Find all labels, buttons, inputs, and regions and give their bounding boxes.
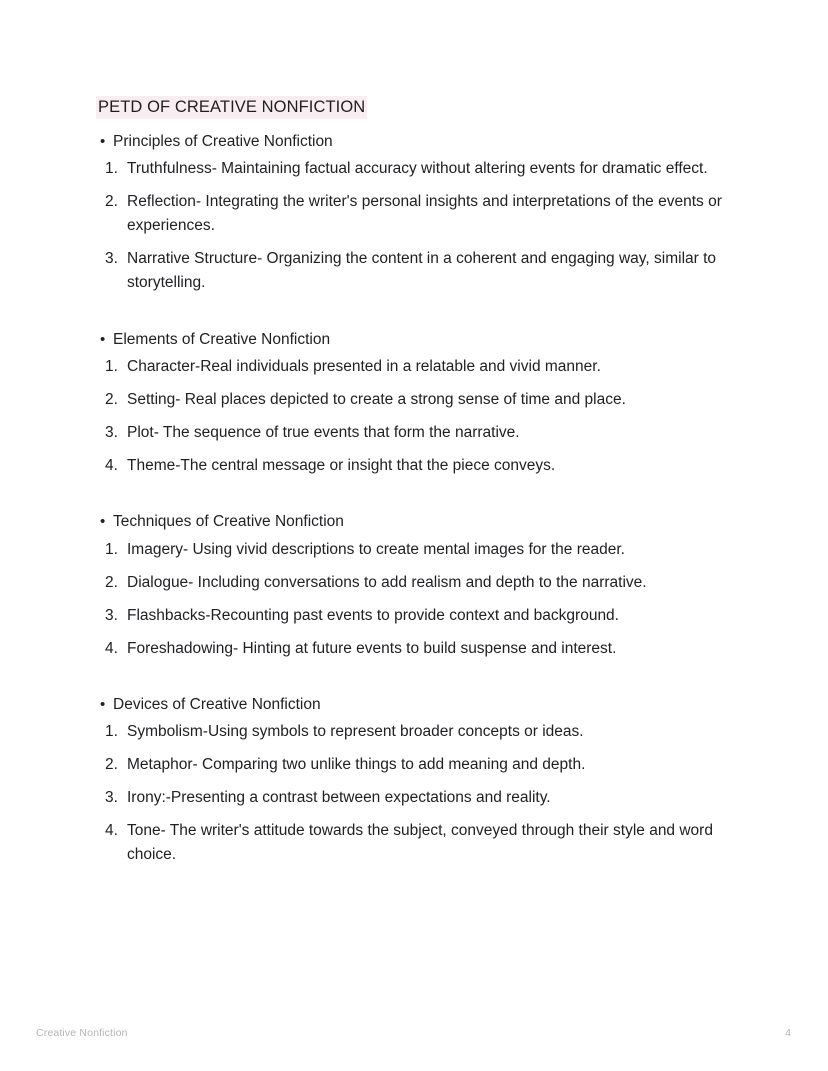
list-item-number: 2. (105, 573, 118, 591)
list-item-number: 3. (105, 424, 118, 442)
list-item (96, 604, 736, 628)
list-item-text: Tone- The writer's attitude towards the subject, conveyed through their style and word choice. (127, 822, 713, 864)
list-item-number: 2. (105, 391, 118, 409)
list-item-text: Character-Real individuals presented in a relatable and vivid manner. (127, 358, 601, 375)
list-item-number: 1. (105, 358, 118, 375)
list-item-text: Irony:-Presenting a contrast between expectations and reality. (127, 789, 551, 807)
footer-document-label: Creative Nonfiction (36, 1027, 128, 1039)
list-item-number: 4. (105, 457, 118, 475)
list-item-number: 1. (105, 160, 118, 178)
list-item-text: Setting- Real places depicted to create a strong sense of time and place. (127, 391, 626, 409)
list-item (96, 637, 736, 661)
section-heading (96, 130, 736, 154)
list-item (96, 538, 736, 562)
list-item (96, 247, 736, 295)
list-item-text: Dialogue- Including conversations to add realism and depth to the narrative. (127, 573, 647, 591)
section-elements (96, 328, 736, 479)
list-item (96, 421, 736, 445)
bullet-icon: • (100, 695, 106, 713)
list-item-number: 3. (105, 250, 118, 268)
list-item (96, 720, 736, 744)
page-title-highlight: PETD OF CREATIVE NONFICTION (96, 96, 367, 119)
list-item-number: 4. (105, 822, 118, 840)
list-item (96, 454, 736, 478)
list-item-text: Theme-The central message or insight that the piece conveys. (127, 457, 556, 475)
section-heading (96, 510, 736, 534)
list-item-text: Metaphor- Comparing two unlike things to add meaning and depth. (127, 756, 586, 774)
list-item-number: 2. (105, 193, 118, 211)
section-heading (96, 693, 736, 717)
section-techniques (96, 510, 736, 661)
list-item-text: Foreshadowing- Hinting at future events to build suspense and interest. (127, 639, 617, 657)
section-list (96, 157, 736, 295)
list-item (96, 355, 736, 379)
list-item-text: Symbolism-Using symbols to represent broader concepts or ideas. (127, 723, 584, 741)
list-item (96, 786, 736, 810)
section-list (96, 720, 736, 867)
list-item (96, 819, 736, 867)
list-item-number: 3. (105, 606, 118, 624)
section-heading-label: Techniques of Creative Nonfiction (113, 513, 344, 531)
section-heading (96, 328, 736, 352)
section-heading-label: Elements of Creative Nonfiction (113, 330, 331, 348)
list-item-number: 2. (105, 756, 118, 774)
page-footer (0, 1025, 828, 1041)
list-item-number: 1. (105, 540, 118, 558)
section-gap (96, 670, 736, 693)
page-title (96, 96, 736, 120)
section-devices (96, 693, 736, 868)
list-item-text: Narrative Structure- Organizing the content in a coherent and engaging way, similar to storytelling. (127, 250, 717, 292)
list-item (96, 388, 736, 412)
bullet-icon: • (100, 330, 106, 348)
section-list (96, 538, 736, 661)
section-gap (96, 487, 736, 510)
list-item (96, 190, 736, 238)
list-item-text: Flashbacks-Recounting past events to provide context and background. (127, 606, 619, 624)
list-item-text: Reflection- Integrating the writer's personal insights and interpretations of the events or experiences. (127, 193, 722, 235)
bullet-icon: • (100, 132, 106, 150)
document-body (96, 96, 736, 876)
section-heading-label: Principles of Creative Nonfiction (113, 132, 333, 150)
list-item-text: Imagery- Using vivid descriptions to create mental images for the reader. (127, 540, 625, 558)
footer-page-number: 4 (785, 1027, 791, 1039)
list-item-text: Plot- The sequence of true events that form the narrative. (127, 424, 520, 442)
list-item-number: 1. (105, 723, 118, 741)
section-heading-label: Devices of Creative Nonfiction (113, 695, 321, 713)
list-item (96, 753, 736, 777)
list-item-number: 3. (105, 789, 118, 807)
bullet-icon: • (100, 513, 106, 531)
list-item-text: Truthfulness- Maintaining factual accuracy without altering events for dramatic effect. (127, 160, 708, 178)
section-gap (96, 305, 736, 328)
list-item (96, 157, 736, 181)
list-item-number: 4. (105, 639, 118, 657)
list-item (96, 571, 736, 595)
section-principles (96, 130, 736, 296)
section-list (96, 355, 736, 478)
